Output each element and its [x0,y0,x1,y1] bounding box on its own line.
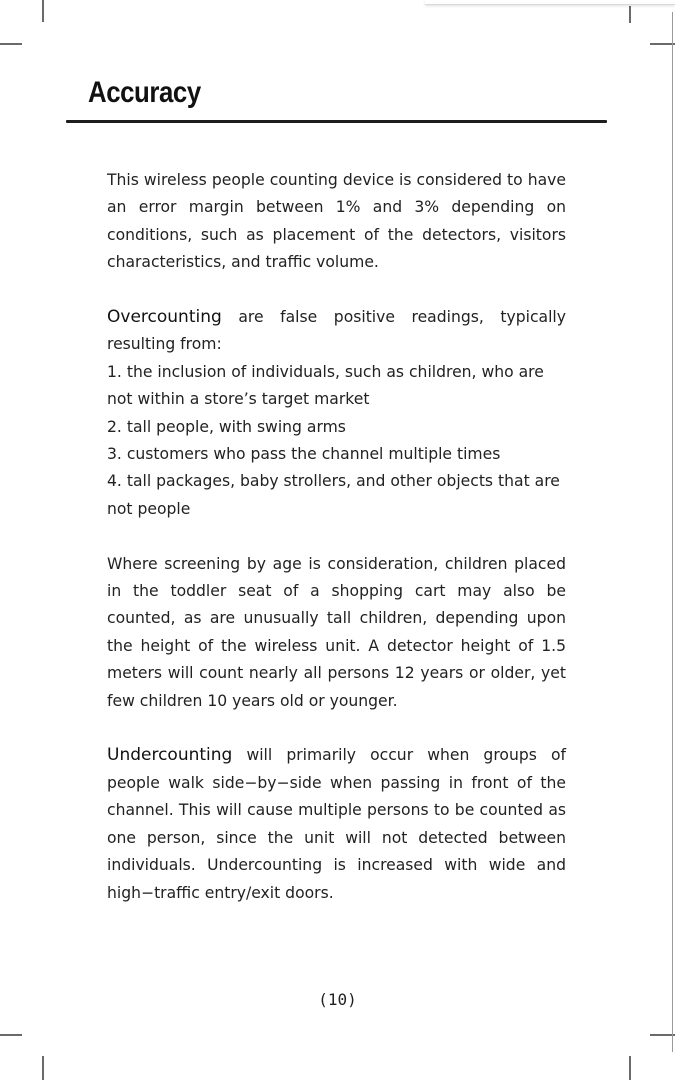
list-item: 4. tall packages, baby strollers, and other objects that are not people [107,472,560,518]
undercounting-text: will primarily occur when groups of people walk side−by−side when passing in front of the channel. This will cause multiple persons to be counted as one person, since the unit will not detected between individuals. Undercounting is increased with wide and high−traffic entry/exit doors. [107,746,566,902]
page-right-edge [672,12,673,1052]
screening-paragraph: Where screening by age is consideration, children placed in the toddler seat of a shopping cart may also be counted, as are unusually tall children, depending upon the height of the wireless unit. A detector height of 1.5 meters will count nearly all persons 12 years or older, yet few children 10 years old or younger. [107,554,566,710]
intro-paragraph: This wireless people counting device is considered to have an error margin between 1% and 3% depending on conditions, such as placement of the detectors, visitors characteristics, and traffic volume. [107,171,566,272]
crop-mark-top-left-vertical [42,0,44,22]
overcounting-text: are false positive readings, typically resulting from: [107,308,566,354]
crop-mark-top-right-vertical [629,6,631,23]
list-item: 1. the inclusion of individuals, such as children, who are not within a store’s target market [107,362,544,409]
undercounting-term: Undercounting [107,745,233,766]
crop-mark-bottom-left-horizontal [0,1034,22,1036]
paragraph-gap [107,523,566,550]
undercounting-paragraph [107,742,566,906]
page-title: Accuracy [88,76,201,109]
list-item: 3. customers who pass the channel multiple times [107,445,501,464]
list-item: 2. tall people, with swing arms [107,417,346,436]
page-number: (10) [318,990,357,1009]
page-top-edge [425,0,675,5]
crop-mark-top-left-horizontal [0,43,22,45]
paragraph-gap [107,277,566,304]
overcounting-paragraph [107,304,566,359]
page-content [107,167,566,907]
crop-mark-bottom-right-vertical [629,1056,631,1080]
paragraph-gap [107,715,566,742]
overcounting-term: Overcounting [107,307,222,328]
crop-mark-bottom-left-vertical [42,1056,44,1080]
title-rule [66,120,607,123]
